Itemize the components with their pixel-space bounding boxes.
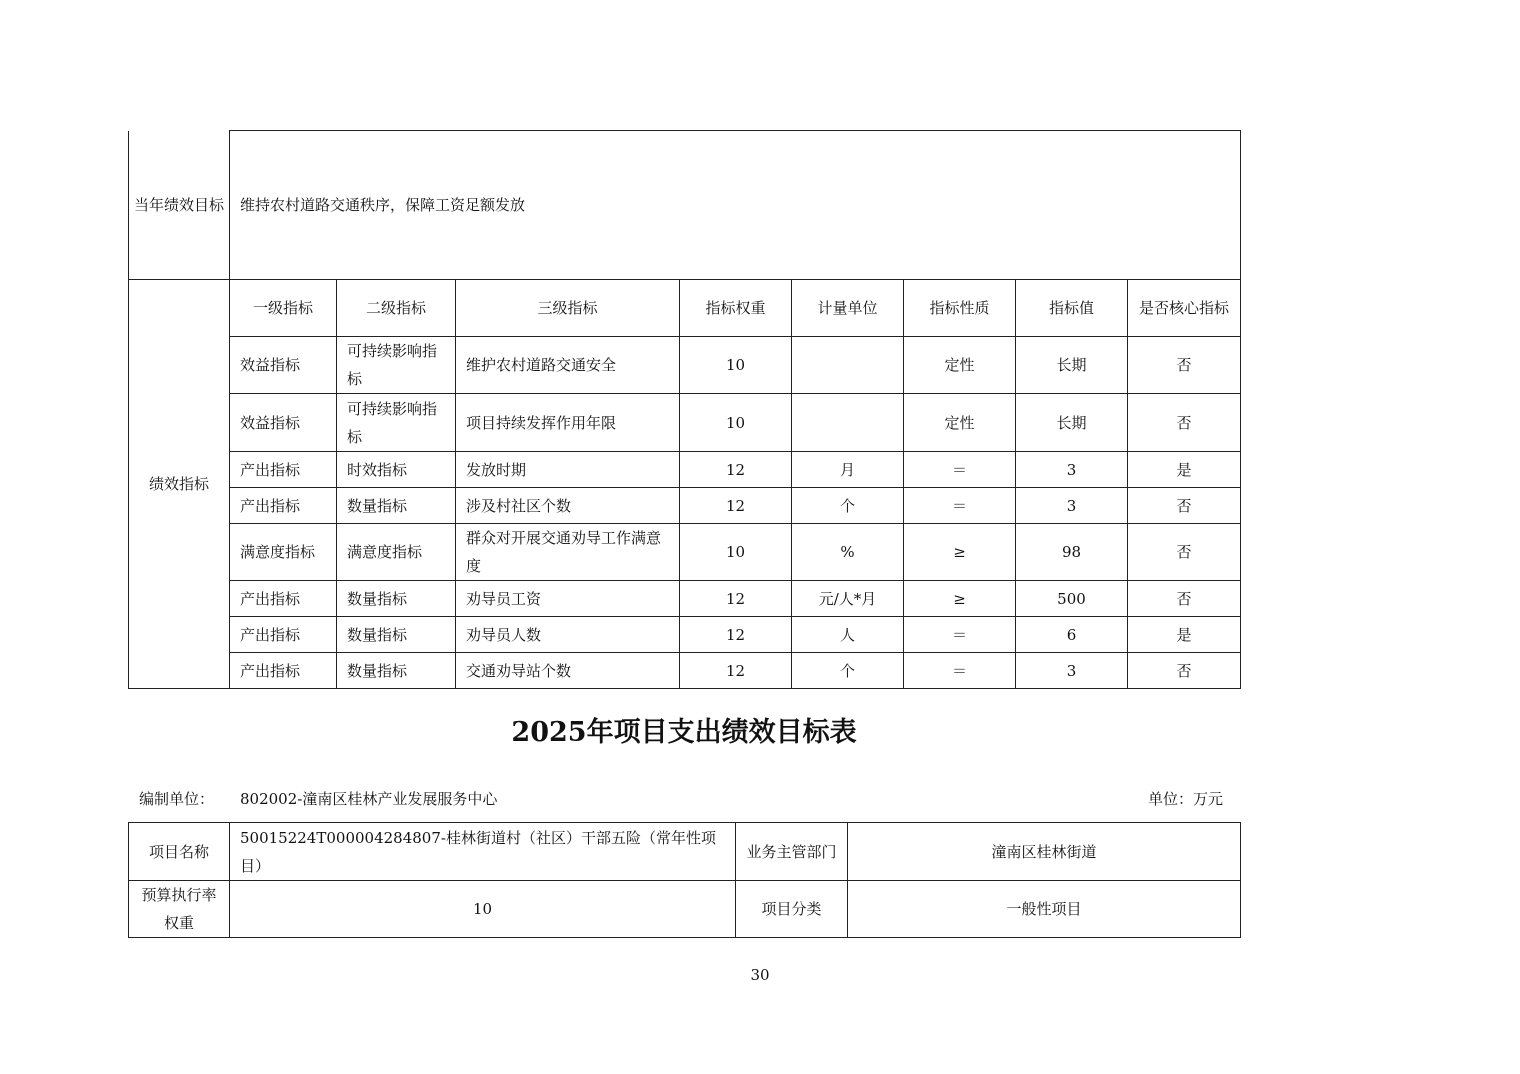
row-level3: 发放时期 <box>456 452 680 488</box>
row-weight: 12 <box>680 452 792 488</box>
annual-goal-label: 当年绩效目标 <box>129 131 230 280</box>
project-name-value: 50015224T000004284807-桂林街道村（社区）干部五险（常年性项目） <box>230 823 736 881</box>
page-number: 30 <box>750 966 770 984</box>
row-level3: 项目持续发挥作用年限 <box>456 394 680 452</box>
table-row <box>129 337 1241 394</box>
row-level1: 产出指标 <box>230 488 337 524</box>
row-unit: 个 <box>792 653 904 689</box>
row-nature: ＝ <box>904 653 1016 689</box>
project-info-table <box>128 822 1241 938</box>
row-core: 否 <box>1128 337 1241 394</box>
row-level1: 满意度指标 <box>230 524 337 581</box>
row-level2: 数量指标 <box>337 653 456 689</box>
unit-label: 编制单位： <box>139 790 215 808</box>
row-unit: 个 <box>792 488 904 524</box>
row-level2: 可持续影响指标 <box>337 337 456 394</box>
row-value: 98 <box>1016 524 1128 581</box>
row-nature: ＝ <box>904 488 1016 524</box>
row-level2: 满意度指标 <box>337 524 456 581</box>
rate-value: 10 <box>230 881 736 938</box>
row-level3: 劝导员工资 <box>456 581 680 617</box>
row-weight: 10 <box>680 394 792 452</box>
row-level3: 维护农村道路交通安全 <box>456 337 680 394</box>
row-core: 否 <box>1128 394 1241 452</box>
row-nature: ＝ <box>904 452 1016 488</box>
header-level1: 一级指标 <box>230 280 337 337</box>
row-value: 3 <box>1016 653 1128 689</box>
row-nature: ≥ <box>904 581 1016 617</box>
row-level2: 数量指标 <box>337 488 456 524</box>
currency-label: 单位：万元 <box>1148 790 1224 808</box>
row-level3: 劝导员人数 <box>456 617 680 653</box>
row-unit: % <box>792 524 904 581</box>
row-value: 3 <box>1016 488 1128 524</box>
row-weight: 12 <box>680 581 792 617</box>
project-name-label: 项目名称 <box>129 823 230 881</box>
annual-goal-text: 维持农村道路交通秩序，保障工资足额发放 <box>230 131 1241 280</box>
header-weight: 指标权重 <box>680 280 792 337</box>
row-value: 6 <box>1016 617 1128 653</box>
row-level2: 数量指标 <box>337 617 456 653</box>
row-level1: 产出指标 <box>230 452 337 488</box>
row-unit <box>792 337 904 394</box>
row-level3: 群众对开展交通劝导工作满意度 <box>456 524 680 581</box>
row-weight: 12 <box>680 653 792 689</box>
header-nature: 指标性质 <box>904 280 1016 337</box>
category-value: 一般性项目 <box>848 881 1241 938</box>
row-nature: 定性 <box>904 337 1016 394</box>
row-core: 否 <box>1128 524 1241 581</box>
dept-value: 潼南区桂林街道 <box>848 823 1241 881</box>
performance-indicators-table <box>128 130 1241 689</box>
row-value: 长期 <box>1016 337 1128 394</box>
row-unit <box>792 394 904 452</box>
row-core: 否 <box>1128 653 1241 689</box>
row-level2: 数量指标 <box>337 581 456 617</box>
row-core: 是 <box>1128 452 1241 488</box>
row-nature: ＝ <box>904 617 1016 653</box>
header-unit: 计量单位 <box>792 280 904 337</box>
category-label: 项目分类 <box>736 881 848 938</box>
row-core: 否 <box>1128 581 1241 617</box>
table-row <box>129 653 1241 689</box>
row-weight: 10 <box>680 524 792 581</box>
header-core: 是否核心指标 <box>1128 280 1241 337</box>
row-value: 3 <box>1016 452 1128 488</box>
row-unit: 元/人*月 <box>792 581 904 617</box>
unit-value: 802002-潼南区桂林产业发展服务中心 <box>240 790 498 808</box>
table-row <box>129 524 1241 581</box>
row-level1: 效益指标 <box>230 394 337 452</box>
row-level1: 产出指标 <box>230 653 337 689</box>
header-level3: 三级指标 <box>456 280 680 337</box>
indicators-label: 绩效指标 <box>129 280 230 689</box>
row-level3: 交通劝导站个数 <box>456 653 680 689</box>
row-level3: 涉及村社区个数 <box>456 488 680 524</box>
section-title: 2025年项目支出绩效目标表 <box>511 717 857 748</box>
rate-label: 预算执行率权重 <box>129 881 230 938</box>
row-level2: 时效指标 <box>337 452 456 488</box>
table-row <box>129 394 1241 452</box>
header-value: 指标值 <box>1016 280 1128 337</box>
row-level1: 产出指标 <box>230 581 337 617</box>
row-weight: 12 <box>680 617 792 653</box>
row-core: 否 <box>1128 488 1241 524</box>
row-value: 500 <box>1016 581 1128 617</box>
header-level2: 二级指标 <box>337 280 456 337</box>
row-weight: 12 <box>680 488 792 524</box>
row-value: 长期 <box>1016 394 1128 452</box>
row-nature: ≥ <box>904 524 1016 581</box>
table-row <box>129 452 1241 488</box>
row-level2: 可持续影响指标 <box>337 394 456 452</box>
row-level1: 效益指标 <box>230 337 337 394</box>
row-unit: 月 <box>792 452 904 488</box>
row-unit: 人 <box>792 617 904 653</box>
row-nature: 定性 <box>904 394 1016 452</box>
row-weight: 10 <box>680 337 792 394</box>
table-row <box>129 488 1241 524</box>
dept-label: 业务主管部门 <box>736 823 848 881</box>
row-core: 是 <box>1128 617 1241 653</box>
table-row <box>129 617 1241 653</box>
row-level1: 产出指标 <box>230 617 337 653</box>
table-row <box>129 581 1241 617</box>
